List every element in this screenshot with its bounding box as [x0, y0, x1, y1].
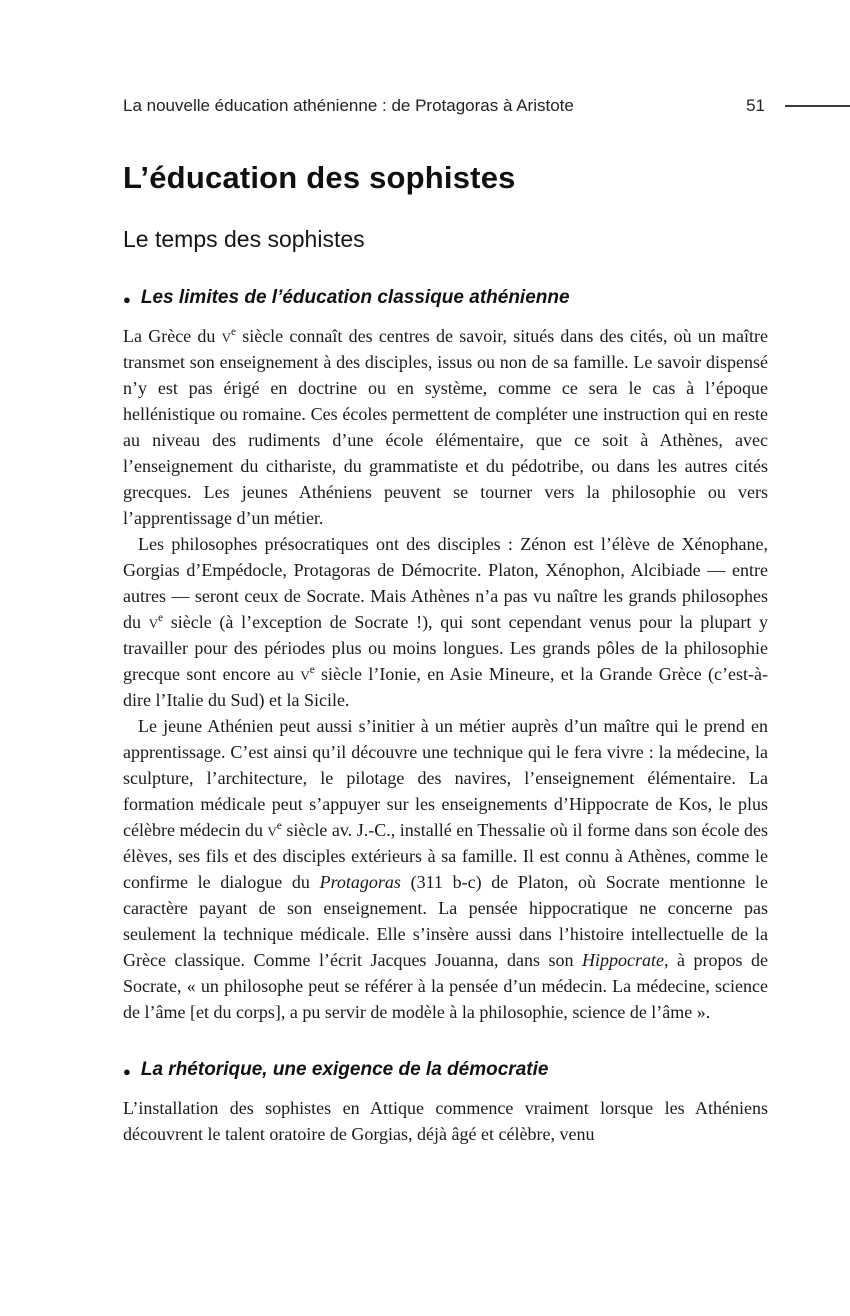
bullet-icon: ●	[123, 1063, 131, 1079]
subsection-heading	[123, 287, 768, 309]
paragraph: La Grèce du $v^e$ siècle connaît des centres de savoir, situés dans des cités, où un maître transmet son enseignement à des disciples, issus ou non de sa famille. Le savoir dispensé n’y est pas érigé en doctrine ou en système, comme ce sera le cas à l’époque hellénistique ou romaine. Ces écoles permettent de compléter une instruction qui en reste au niveau des rudiments d’une école élémentaire, que ce soit à Athènes, avec l’enseignement du cithariste, du grammatiste et du pédotribe, ou dans les autres cités grecques. Les jeunes Athéniens peuvent se tourner vers la philosophie ou vers l’apprentissage d’un métier.	[123, 326, 769, 528]
text-column	[123, 160, 768, 1147]
subsection-limites-education	[123, 287, 768, 1025]
page-number: 51	[746, 96, 765, 115]
subsection-heading	[123, 1059, 768, 1081]
chapter-title: L’éducation des sophistes	[123, 160, 516, 195]
running-title: La nouvelle éducation athénienne : de Protagoras à Aristote	[123, 96, 574, 115]
paragraph: Les philosophes présocratiques ont des disciples : Zénon est l’élève de Xénophane, Gorgias d’Empédocle, Protagoras de Démocrite. Platon, Xénophon, Alcibiade — entre autres — seront ceux de Socrate. Mais Athènes n’a pas vu naître les grands philosophes du $v^e$ siècle (à l’exception de Socrate !), qui sont cependant venus pour la plupart y travailler pour des périodes plus ou moins longues. Les grands pôles de la philosophie grecque sont encore au $v^e$ siècle l’Ionie, en Asie Mineure, et la Grande Grèce (c’est-à-dire l’Italie du Sud) et la Sicile.	[123, 534, 769, 710]
header-rule	[785, 105, 850, 107]
paragraph: Le jeune Athénien peut aussi s’initier à un métier auprès d’un maître qui le prend en apprentissage. C’est ainsi qu’il découvre une technique qui le fera vivre : la médecine, la sculpture, l’architecture, le pilotage des navires, l’enseignement élémentaire. La formation médicale peut s’appuyer sur les enseignements d’Hippocrate de Kos, le plus célèbre médecin du $v^e$ siècle av. J.-C., installé en Thessalie où il forme dans son école des élèves, ses fils et des disciples extérieurs à sa famille. Il est connu à Athènes, comme le confirme le dialogue du Protagoras (311 b-c) de Platon, où Socrate mentionne le caractère payant de son enseignement. La pensée hippocratique ne concerne pas seulement la technique médicale. Elle s’insère aussi dans l’histoire intellectuelle de la Grèce classique. Comme l’écrit Jacques Jouanna, dans son Hippocrate, à propos de Socrate, « un philosophe peut se référer à la pensée d’un médecin. La médecine, science de l’âme [et du corps], a pu servir de modèle à la philosophie, science de l’âme ».	[123, 716, 769, 1022]
subsection-heading-text: La rhétorique, une exigence de la démocratie	[140, 1059, 549, 1080]
bullet-icon: ●	[123, 291, 131, 307]
section-title: Le temps des sophistes	[123, 226, 365, 252]
running-header	[123, 96, 850, 116]
subsection-rhetorique-democratie	[123, 1059, 768, 1147]
paragraph: L’installation des sophistes en Attique commence vraiment lorsque les Athéniens découvrent le talent oratoire de Gorgias, déjà âgé et célèbre, venu	[123, 1098, 768, 1144]
subsection-heading-text: Les limites de l’éducation classique athénienne	[140, 287, 570, 308]
